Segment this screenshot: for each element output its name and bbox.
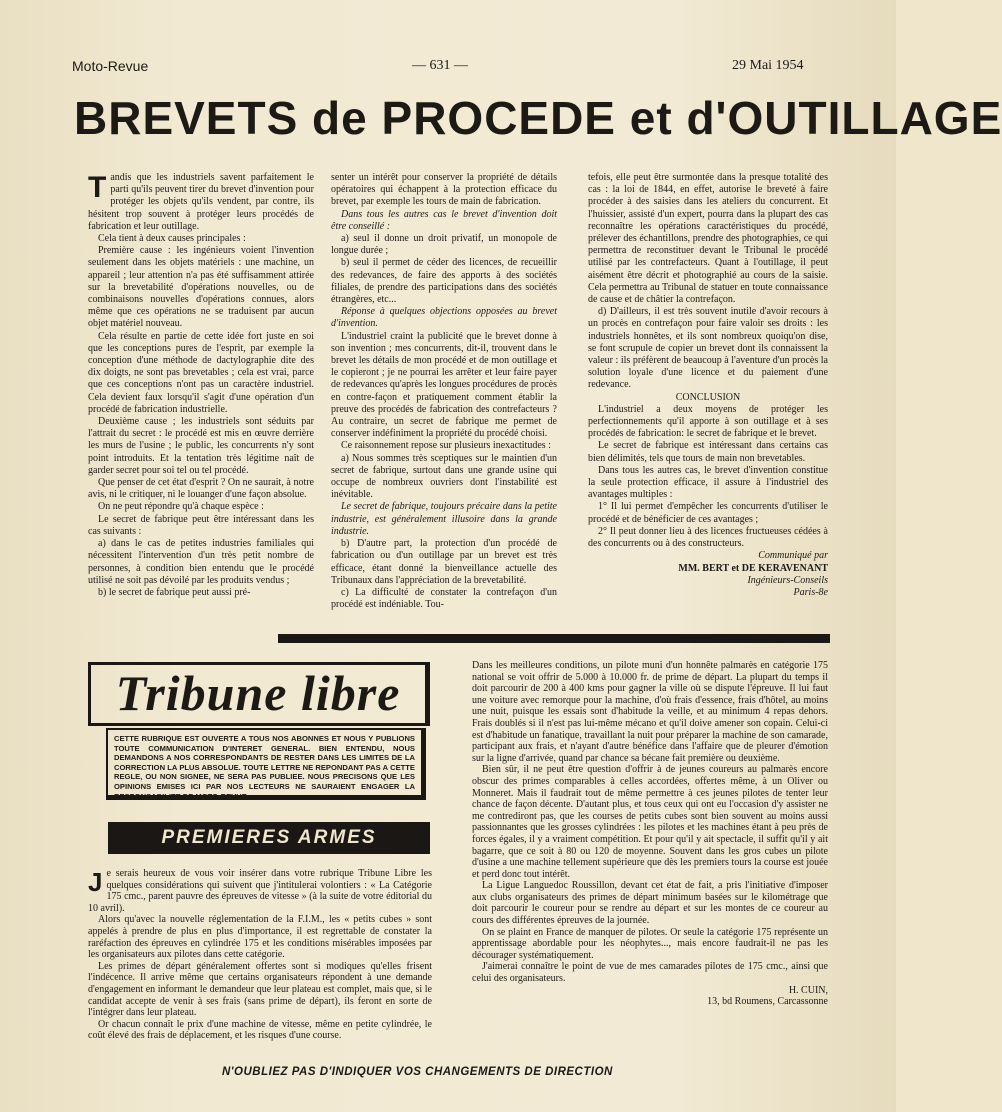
paragraph: Réponse à quelques objections opposées au brevet d'invention. xyxy=(331,306,557,330)
signature-authors: MM. BERT et DE KERAVENANT xyxy=(678,562,828,574)
paragraph: J'aimerai connaître le point de vue de mes camarades pilotes de 175 cmc., ainsi que celui des organisateurs. xyxy=(472,961,828,985)
paragraph: On ne peut répondre qu'à chaque espèce : xyxy=(98,501,264,513)
paragraph: Bien sûr, il ne peut être question d'offrir à de jeunes coureurs au palmarès encore obscur des primes comparables à celles accordées, offertes même, à un Oliver ou Monneret. Mais il faudrait tout de même permettre à ces jeunes pilotes de tenter leur chance de façon décente. D'autant plus, et tous ceux qui ont eu l'occasion d'y assister ne me contrediront pas, que les courses de petits cubes sont bien souvent au moins aussi passionnantes que les grosses cylindrées : les pilotes et les machines étant à peu près de forces égales, il y a vraiment compétition. Et pour qu'il y ait spectacle, il suffit qu'il y ait bagarre, que ce soit à 80 ou 120 de moyenne. Souvent dans les gros cubes un pilote d'usine a une machine tellement supérieure que dès les premiers tours la course est jouée et perd donc tout intérêt. xyxy=(472,764,828,880)
paragraph: Deuxième cause ; les industriels sont séduits par l'attrait du secret : le procédé est mis en œuvre derrière les murs de l'usine ; le public, les concurrents n'y sont point introduits. Et la tentation très légitime naît de garder secret pour soi tel ou tel procédé. xyxy=(88,416,314,476)
paragraph: b) seul il permet de céder des licences, de recueillir des redevances, de faire des apports à des sociétés filiales, de prendre des participations dans des sociétés étrangères, etc... xyxy=(331,257,557,306)
signature-title: Ingénieurs-Conseils xyxy=(747,574,828,586)
issue-date: 29 Mai 1954 xyxy=(732,58,804,73)
paragraph: 1° Il lui permet d'empêcher les concurrents d'utiliser le procédé et de bénéficier de ces avantages ; xyxy=(588,501,828,525)
paragraph: tefois, elle peut être surmontée dans la presque totalité des cas : la loi de 1844, en effet, autorise le breveté à faire procéder à des saisies dans les ateliers du concurrent. Et l'huissier, assisté d'un expert, pourra dans la plupart des cas reconnaître les opérations caractéristiques du procédé, prélever des échantillons, prendre des photographies, ce qui permettra de reconstituer devant le Tribunal le procédé utilisé par les contrefacteurs. Quant à l'outillage, il peut aisément être décrit et photographié au cours de la saisie. Cela permettra au Tribunal de statuer en toute connaissance de cause et de châtier la contrefaçon. xyxy=(588,172,828,306)
paragraph: 2° Il peut donner lieu à des licences fructueuses cédées à des concurrents ou à des constructeurs. xyxy=(588,525,828,550)
paragraph: Que penser de cet état d'esprit ? On ne saurait, à notre avis, ni le critiquer, ni le louanger d'une façon absolue. xyxy=(88,477,314,501)
paragraph: Le secret de fabrique est intéressant dans certains cas bien délimités, tels que tours de main non brevetables. xyxy=(588,440,828,464)
paragraph: La Ligue Languedoc Roussillon, devant cet état de fait, a pris l'initiative d'imposer aux clubs organisateurs des primes de départ minimum basées sur le kilométrage que doit parcourir le coureur pour se rendre au départ et sur les montes de ce coureur au cours des différentes épreuves de la journée. xyxy=(472,880,828,927)
paragraph-text: andis que les industriels savent parfaitement le parti qu'ils peuvent tirer du brevet d'invention pour protéger les objets qu'ils vendent, par contre, ils hésitent trop souvent à protéger leurs procédés de fabrication et leur outillage. xyxy=(88,172,314,232)
paragraph: L'industriel a deux moyens de protéger les perfectionnements qu'il apporte à son outillage et à ses procédés de fabrication: le secret de fabrique et le brevet. xyxy=(588,403,828,440)
tribune-column-right xyxy=(472,660,828,1058)
paragraph: c) La difficulté de constater la contrefaçon d'un procédé est indéniable. Tou- xyxy=(331,586,557,611)
paragraph: senter un intérêt pour conserver la propriété de détails opératoires qui échappent à la protection efficace du brevet, par exemple les tours de main de fabrication. xyxy=(331,172,557,208)
paragraph: Cela tient à deux causes principales : xyxy=(98,233,246,245)
paragraph: b) D'autre part, la protection d'un procédé de fabrication ou d'un outillage par un brevet est très efficace, étant donné la bienveillance actuelle des Tribunaux dans l'appréciation de la brevetabilité. xyxy=(331,538,557,586)
article-column-1 xyxy=(88,172,314,624)
paragraph: Dans tous les autres cas le brevet d'invention doit être conseillé : xyxy=(331,208,557,232)
publication-name: Moto-Revue xyxy=(72,58,149,74)
paragraph-text: e serais heureux de vous voir insérer dans votre rubrique Tribune Libre les quelques considérations qui suivent que j'intitulerai volontiers : « La Catégorie 175 cmc., parent pauvre des épreuves de vitesse » (à la suite de votre éditorial du 10 avril). xyxy=(88,868,432,914)
letter-address: 13, bd Roumens, Carcassonne xyxy=(707,996,828,1008)
tribune-column-left xyxy=(88,868,432,1058)
page-number: — 631 — xyxy=(412,58,468,73)
paragraph: Le secret de fabrique, toujours précaire dans la petite industrie, est généralement illusoire dans la grande industrie. xyxy=(331,501,557,537)
paragraph xyxy=(88,172,314,233)
premieres-armes-title: PREMIERES ARMES xyxy=(108,822,430,854)
section-divider xyxy=(278,634,830,643)
paragraph: Dans tous les autres cas, le brevet d'invention constitue la seule protection efficace, il assure à l'industriel des avantages multiples : xyxy=(588,464,828,501)
footer-notice: N'OUBLIEZ PAS D'INDIQUER VOS CHANGEMENTS DE DIRECTION xyxy=(222,1066,613,1078)
paragraph: d) D'ailleurs, il est très souvent inutile d'avoir recours à un procès en contrefaçon pour faire valoir ses droits : les industriels honnêtes, et ils sont nombreux quoiqu'on dise, se font scrupule de copier un brevet dont ils connaissent la valeur : ils préfèrent de beaucoup à l'aventure d'un procès la solution loyale d'une licence et du paiement d'une redevance. xyxy=(588,306,828,391)
paragraph xyxy=(88,868,432,914)
drop-cap: T xyxy=(88,171,107,204)
paragraph: Dans les meilleures conditions, un pilote muni d'un honnête palmarès en catégorie 175 national se voit offrir de 5.000 à 10.000 fr. de prime de départ. La plupart du temps il doit parcourir de 200 à 400 kms pour gagner la ville où se dispute l'épreuve. Il lui faut une voiture avec remorque pour la machine, d'où frais d'essence, frais d'hôtel, au moins une nuit, puisque les essais sont d'habitude la veille, et au minimum 4 repas dehors. Frais doublés si il n'est pas lui-même mécano et qu'il doive amener son copain. Celui-ci est d'habitude un fanatique, travaillant la nuit pour préparer la machine de son camarade, participant aux frais, et n'ayant d'autre bénéfice dans l'affaire que de pleurer d'émotion sur la ligne d'arrivée, quand par chance sa bécane fait première ou deuxième. xyxy=(472,660,828,764)
paragraph: Ce raisonnement repose sur plusieurs inexactitudes : xyxy=(341,440,551,452)
paragraph: Or chacun connaît le prix d'une machine de vitesse, même en petite cylindrée, le coût élevé des frais de déplacement, et les risques d'une course. xyxy=(88,1018,432,1042)
paragraph: L'industriel craint la publicité que le brevet donne à son invention ; mes concurrents, dit-il, trouvent dans le brevet les détails de mon procédé et de mon outillage et le copieront ; je ne pourrai les arrêter et leur faire payer de redevances qu'après les longues procédures de procès en contre-façon et pratiquement comment établir la preuve des procédés de fabrication des contrefacteurs ? Au contraire, un secret de fabrique me permet de conserver indéfiniment la propriété du procédé choisi. xyxy=(331,330,557,440)
tribune-notice-box: CETTE RUBRIQUE EST OUVERTE A TOUS NOS ABONNES ET NOUS Y PUBLIONS TOUTE COMMUNICATION D'INTERET GENERAL. BIEN ENTENDU, NOUS DEMANDONS A NOS CORRESPONDANTS DE RESTER DANS LES LIMITES DE LA CORRECTION LA PLUS ABSOLUE. TOUTE LETTRE NE REPONDANT PAS A CETTE REGLE, OU NON SIGNEE, NE SERA PAS PUBLIEE. NOUS PRECISONS QUE LES OPINIONS EMISES ICI PAR NOS LECTEURS NE SAURAIENT ENGAGER LA RESPONSABILITE DE MOTO-REVUE xyxy=(106,728,426,800)
signature-line: Communiqué par xyxy=(758,550,828,562)
letter-author: H. CUIN, xyxy=(788,984,828,996)
paragraph: Le secret de fabrique peut être intéressant dans les cas suivants : xyxy=(88,513,314,537)
paragraph: Première cause : les ingénieurs voient l'invention seulement dans les objets matériels : une machine, un appareil ; leur attention n'a pas été suffisamment attirée sur la brevetabilité d'opérations nouvelles, ou de combinaisons nouvelles d'opérations connues, alors même que ces opérations ne se traduisent par aucun objet matériel nouveau. xyxy=(88,245,314,330)
paragraph: On se plaint en France de manquer de pilotes. Or seule la catégorie 175 représente un apprentissage abordable pour les néophytes..., mais encore faudrait-il ne pas les décourager systématiquement. xyxy=(472,926,828,961)
tribune-libre-heading: Tribune libre xyxy=(88,662,430,726)
signature-city: Paris-8e xyxy=(793,586,828,598)
paragraph: b) le secret de fabrique peut aussi pré- xyxy=(98,586,251,598)
article-column-3 xyxy=(588,172,828,624)
paragraph: Cela résulte en partie de cette idée fort juste en soi que les conceptions pures de l'esprit, par exemple la conception d'une méthode de dactylographie dite des dix doigts, ne sont pas brevetables ; cela est vrai, parce que ces conceptions n'ont pas un caractère industriel. Cela devient faux lorsqu'il s'agit d'une opération d'un procédé de fabrication industrielle. xyxy=(88,330,314,415)
article-title: BREVETS de PROCEDE et d'OUTILLAGE xyxy=(74,92,1002,144)
drop-cap: J xyxy=(88,867,103,897)
paragraph: Alors qu'avec la nouvelle réglementation de la F.I.M., les « petits cubes » sont appelés à prendre de plus en plus d'importance, il est regrettable de constater la raréfaction des épreuves en cylindrée 175 et les conditions misérables imposées par les organisateurs aux pilotes dans cette catégorie. xyxy=(88,914,432,961)
conclusion-heading: CONCLUSION xyxy=(675,391,741,403)
paragraph: a) Nous sommes très sceptiques sur le maintien d'un secret de fabrique, surtout dans une grande usine qui occupe de nombreux ouvriers dont l'instabilité est inévitable. xyxy=(331,452,557,501)
paragraph: a) seul il donne un droit privatif, un monopole de longue durée ; xyxy=(331,233,557,257)
paragraph: a) dans le cas de petites industries familiales qui nécessitent l'intervention d'un très petit nombre de personnes, à condition bien entendu que le procédé utilisé ne soit pas dévoilé par les produits vendus ; xyxy=(88,538,314,586)
paragraph: Les primes de départ généralement offertes sont si modiques qu'elles frisent l'indécence. Il arrive même que certains organisateurs répondent à une demande d'engagement en informant le demandeur que leur plateau est complet, mais que, si le candidat accepte de venir à ses frais (sans prime de départ), ils feront en sorte de l'intégrer dans leur plateau. xyxy=(88,960,432,1019)
article-column-2 xyxy=(331,172,557,624)
